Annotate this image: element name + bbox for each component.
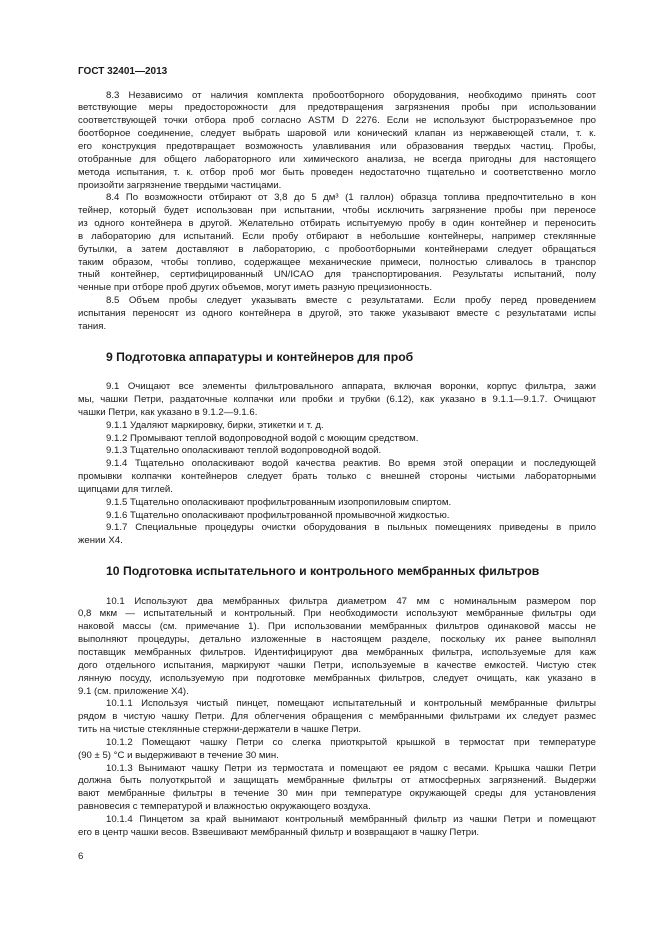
paragraph [78,295,596,334]
text-line: 9.1.6 Тщательно ополаскивают профильтрованной промывочной жидкостью. [106,509,450,521]
text-line: в лабораторию для испытаний. Если пробу отбирают в небольшие контейнеры, например стеклянные [78,230,596,242]
paragraph [78,420,596,433]
text-line: 10.1.1 Используя чистый пинцет, помещают испытательный и контрольный мембранные фильтры [106,698,596,710]
text-line: щипцами для тиглей. [78,483,173,495]
text-line: ветствующие меры предосторожности для предотвращения загрязнения пробы при использовании [78,102,596,114]
text-line: должна быть полуоткрытой и защищать мембранные фильтры от атмосферных загрязнений. Выдержи [78,775,596,787]
paragraph [78,522,596,548]
text-line: 9.1 Очищают все элементы фильтровального аппарата, включая воронки, корпус фильтра, зажи [106,381,596,393]
text-line: таким образом, чтобы топливо, содержащее механические примеси, полностью сливалось в транспор [78,256,596,268]
text-line: 0,8 мкм — испытательный и контрольный. При необходимости используют мембранные фильтры оди [78,608,596,620]
text-line: ченные при отборе проб других объемов, могут иметь разную прецизионность. [78,282,433,294]
paragraph [78,510,596,523]
text-line: 9.1.2 Промывают теплой водопроводной водой с моющим средством. [106,432,419,444]
text-line: мы, чашки Петри, раздаточные колпачки или пробки и трубки (6.12), как указано в 9.1.1—9.1.7. Очищают [78,393,596,405]
text-line: 10.1.4 Пинцетом за край вынимают контрольный мембранный фильтр из чашки Петри и помещают [106,813,596,825]
paragraph [78,90,596,193]
text-line: 8.4 По возможности отбирают от 3,8 до 5 дм³ (1 галлон) образца топлива предпочтительно в кон [106,192,596,204]
text-line: 8.5 Объем пробы следует указывать вместе с результатами. Если пробу перед проведением [106,295,596,307]
text-line: равновесия с температурой и влажностью окружающего воздуха. [78,801,371,813]
paragraph [78,737,596,763]
section-heading: 10 Подготовка испытательного и контрольного мембранных фильтров [106,564,540,579]
text-line: рядом в чистую чашку Петри. Для облегчения обращения с мембранными фильтрами их следует размес [78,711,596,723]
paragraph [78,458,596,497]
text-line: выполняют процедуры, детально изложенные в настоящем разделе, поскольку их ранее выполнял [78,634,596,646]
text-line: метода испытания, т. к. отбор проб мог быть проведен недостаточно тщательно и соответственно могло [78,166,596,178]
text-line: 9.1 (см. приложение Х4). [78,685,189,697]
text-line: отобранные для общего лабораторного или химического анализа, не всегда пригодны для настоящего [78,153,596,165]
text-line: 10.1.2 Помещают чашку Петри со слегка приоткрытой крышкой в термостат при температуре [106,736,596,748]
text-line: жении Х4. [78,535,123,547]
document-header: ГОСТ 32401—2013 [78,66,168,77]
section-heading: 9 Подготовка аппаратуры и контейнеров для проб [106,349,414,364]
text-line: промывки колпачки контейнеров следует брать только с внешней стороны чистыми лабораторными [78,471,596,483]
text-line: тания. [78,320,107,332]
text-line: наковой массы (см. примечание 1). При использовании мембранных фильтров одинаковой массы не [78,621,596,633]
text-line: тить на чистые стеклянные стержни-держатели в чашке Петри. [78,724,362,736]
paragraph [78,763,596,814]
text-line: 9.1.3 Тщательно ополаскивают теплой водопроводной водой. [106,445,382,457]
text-line: 9.1.5 Тщательно ополаскивают профильтрованным изопропиловым спиртом. [106,496,452,508]
text-line: лянную посуду, используемую при подготовке мембранных фильтров, следует очищать, как указано в [78,672,596,684]
document-body [78,90,596,840]
text-line: 10.1 Используют два мембранных фильтра диаметром 47 мм с номинальным размером пор [106,595,596,607]
text-line: тный контейнер, сертифицированный UN/ICAO для транспортирования. Результаты испытаний, полу [78,269,596,281]
paragraph [78,192,596,295]
text-line: бутылки, а затем доставляют в лабораторию, с пробоотборными контейнерами следует обращаться [78,243,596,255]
page-number: 6 [78,851,84,862]
text-line: дого отдельного испытания, маркируют чашки Петри, используемые в качестве емкостей. Чистую стек [78,659,596,671]
paragraph [78,497,596,510]
text-line: 9.1.7 Специальные процедуры очистки оборудования в пыльных помещениях приведены в прило [106,522,596,534]
text-line: произойти загрязнение твердыми частицами. [78,179,282,191]
text-line: 10.1.3 Вынимают чашку Петри из термостата и помещают ее рядом с весами. Крышка чашки Петри [106,762,596,774]
text-line: вают мембранные фильтры в течение 30 мин при температуре окружающей среды для установления [78,788,596,800]
paragraph [78,445,596,458]
text-line: соответствующей точки отбора проб согласно ASTM D 2276. Если не используют быстроразъемное про [78,115,596,127]
paragraph [78,433,596,446]
paragraph [78,814,596,840]
text-line: (90 ± 5) °С и выдерживают в течение 30 мин. [78,749,279,761]
text-line: его конструкция предотвращает возможность улавливания или образования твердых частиц. Пробы, [78,140,596,152]
paragraph [78,381,596,420]
paragraph [78,596,596,699]
text-line: испытания переносят из одного контейнера в другой, это также указывают вместе с результатами испы [78,307,596,319]
text-line: поставщик мембранных фильтров. Идентифицируют два мембранных фильтра, используемые для каж [78,646,596,658]
text-line: 9.1.4 Тщательно ополаскивают водой качества реактив. Во время этой операции и последующей [106,458,596,470]
text-line: 9.1.1 Удаляют маркировку, бирки, этикетки и т. д. [106,419,324,431]
text-line: тейнер, который будет использован при испытании, чтобы исключить загрязнение пробы при переносе [78,205,596,217]
text-line: из одного контейнера в другой. Желательно отбирать испытуемую пробу в один контейнер и переносить [78,218,596,230]
text-line: боотборное соединение, следует выбрать шаровой или конический клапан из нержавеющей стали, т. к. [78,128,596,140]
text-line: его в центр чашки весов. Взвешивают мембранный фильтр и возвращают в чашку Петри. [78,826,480,838]
text-line: чашки Петри, как указано в 9.1.2—9.1.6. [78,406,258,418]
paragraph [78,698,596,737]
text-line: 8.3 Независимо от наличия комплекта пробоотборного оборудования, необходимо принять соот [106,89,596,101]
